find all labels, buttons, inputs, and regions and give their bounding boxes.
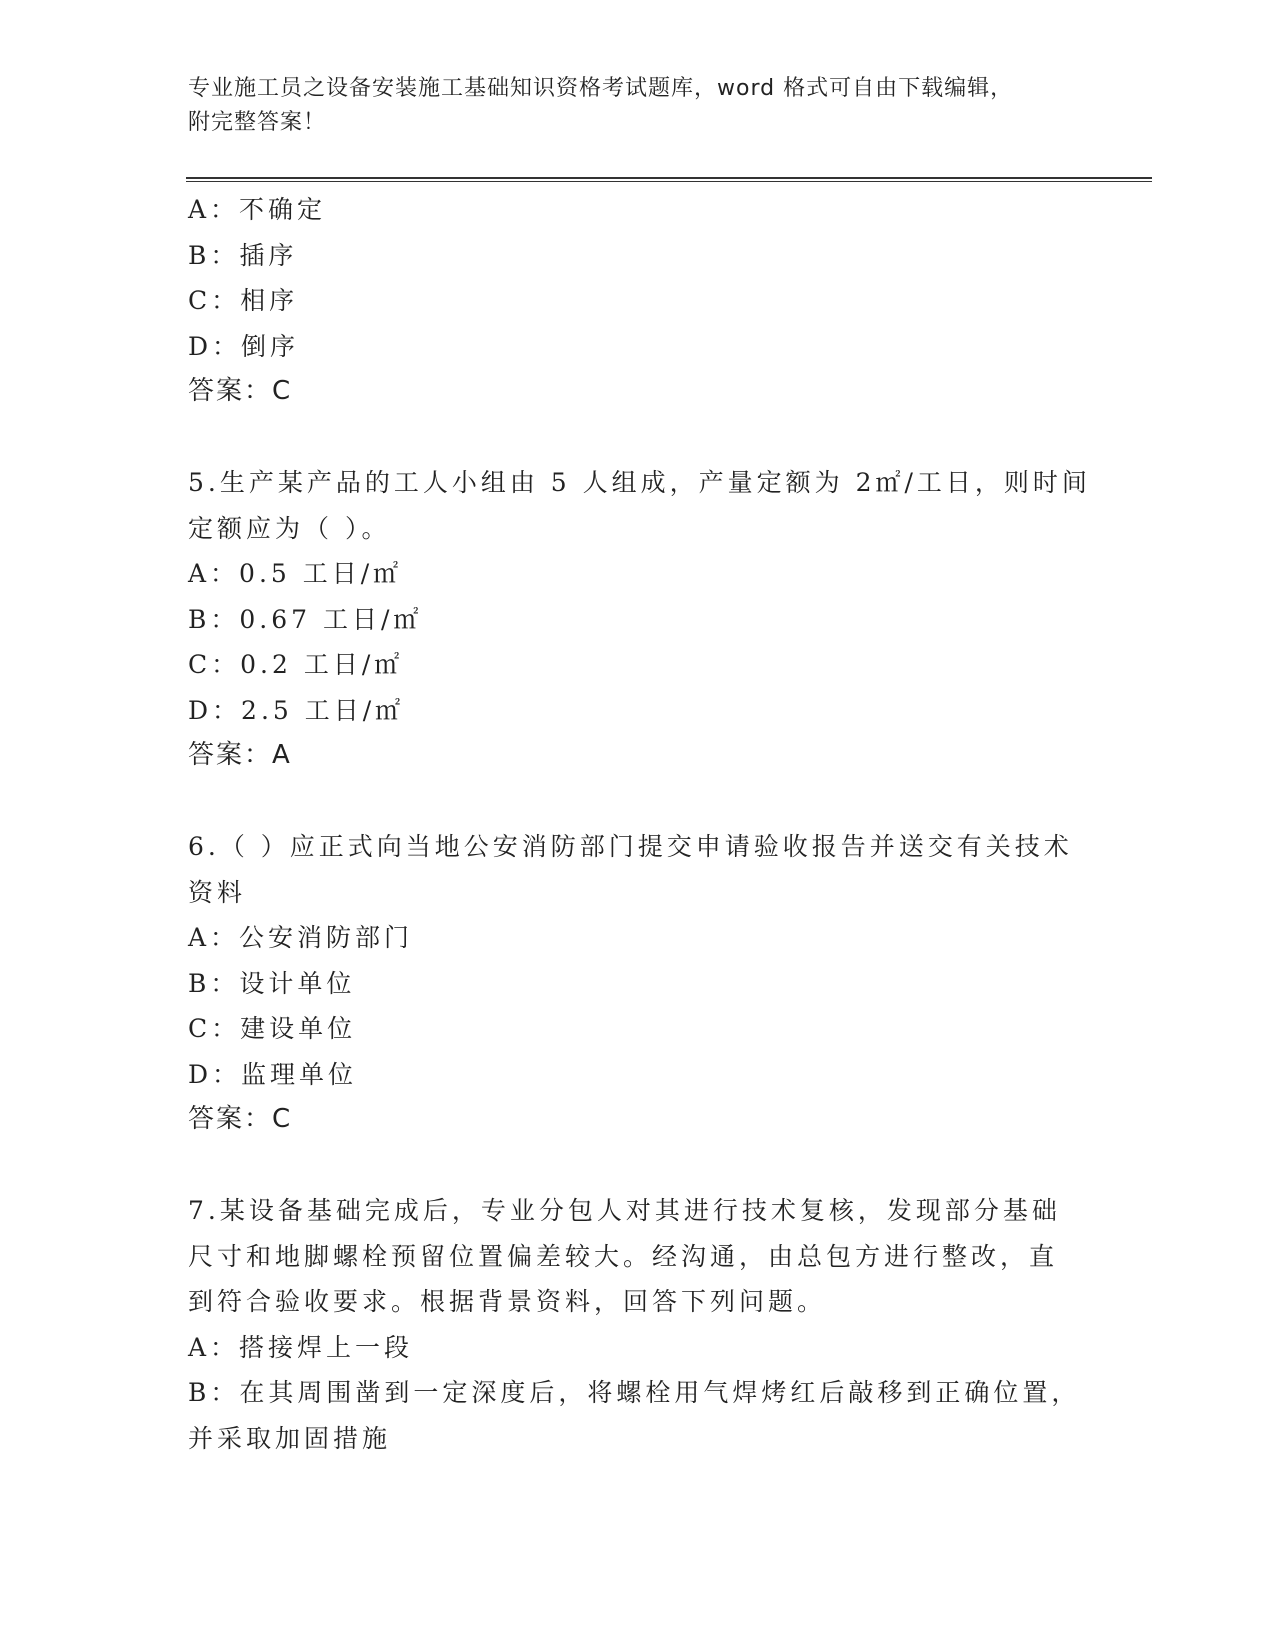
option-c: C：相序	[188, 286, 299, 315]
spacer	[188, 1143, 1088, 1189]
header-line-2: 附完整答案！	[188, 110, 327, 135]
option-b: B：在其周围凿到一定深度后，将螺栓用气焊烤红后敲移到正确位置，	[188, 1378, 1081, 1407]
option-c: C：建设单位	[188, 1014, 357, 1043]
answer-line: 答案：C	[188, 1104, 293, 1134]
question-text-line: 7.某设备基础完成后，专业分包人对其进行技术复核，发现部分基础	[188, 1196, 1061, 1225]
question-4	[188, 187, 1088, 415]
option-a: A：不确定	[188, 195, 327, 224]
option-c: C：0.2 工日/㎡	[188, 650, 404, 679]
question-text-line: 5.生产某产品的工人小组由 5 人组成，产量定额为 2㎡/工日，则时间	[188, 468, 1091, 497]
question-text-line: 定额应为（ ）。	[188, 513, 391, 543]
option-a: A：搭接焊上一段	[188, 1332, 414, 1362]
answer-line: 答案：C	[188, 376, 293, 406]
header-divider	[186, 177, 1152, 182]
question-text-line: 资料	[188, 877, 247, 907]
document-header	[188, 72, 1088, 140]
answer-line: 答案：A	[188, 740, 292, 770]
option-a: A：公安消防部门	[188, 923, 414, 952]
question-text-line: 6.（ ）应正式向当地公安消防部门提交申请验收报告并送交有关技术	[188, 832, 1073, 861]
spacer	[188, 779, 1088, 825]
question-list	[188, 187, 1091, 1461]
option-b: B：设计单位	[188, 968, 356, 998]
question-text-line: 到符合验收要求。根据背景资料，回答下列问题。	[188, 1287, 827, 1316]
header-line-1: 专业施工员之设备安装施工基础知识资格考试题库，word 格式可自由下载编辑，	[188, 76, 1014, 101]
question-6	[188, 824, 1088, 1143]
option-b: B：插序	[188, 240, 298, 270]
option-d: D：倒序	[188, 331, 300, 361]
option-d: D：监理单位	[188, 1059, 358, 1089]
question-7	[188, 1188, 1088, 1461]
question-text-line: 尺寸和地脚螺栓预留位置偏差较大。经沟通，由总包方进行整改，直	[188, 1241, 1059, 1271]
spacer	[188, 415, 1088, 461]
question-5	[188, 460, 1091, 779]
option-b: B：0.67 工日/㎡	[188, 604, 423, 634]
option-d: D：2.5 工日/㎡	[188, 695, 405, 725]
option-b-continued: 并采取加固措施	[188, 1423, 392, 1453]
option-a: A：0.5 工日/㎡	[188, 559, 403, 588]
